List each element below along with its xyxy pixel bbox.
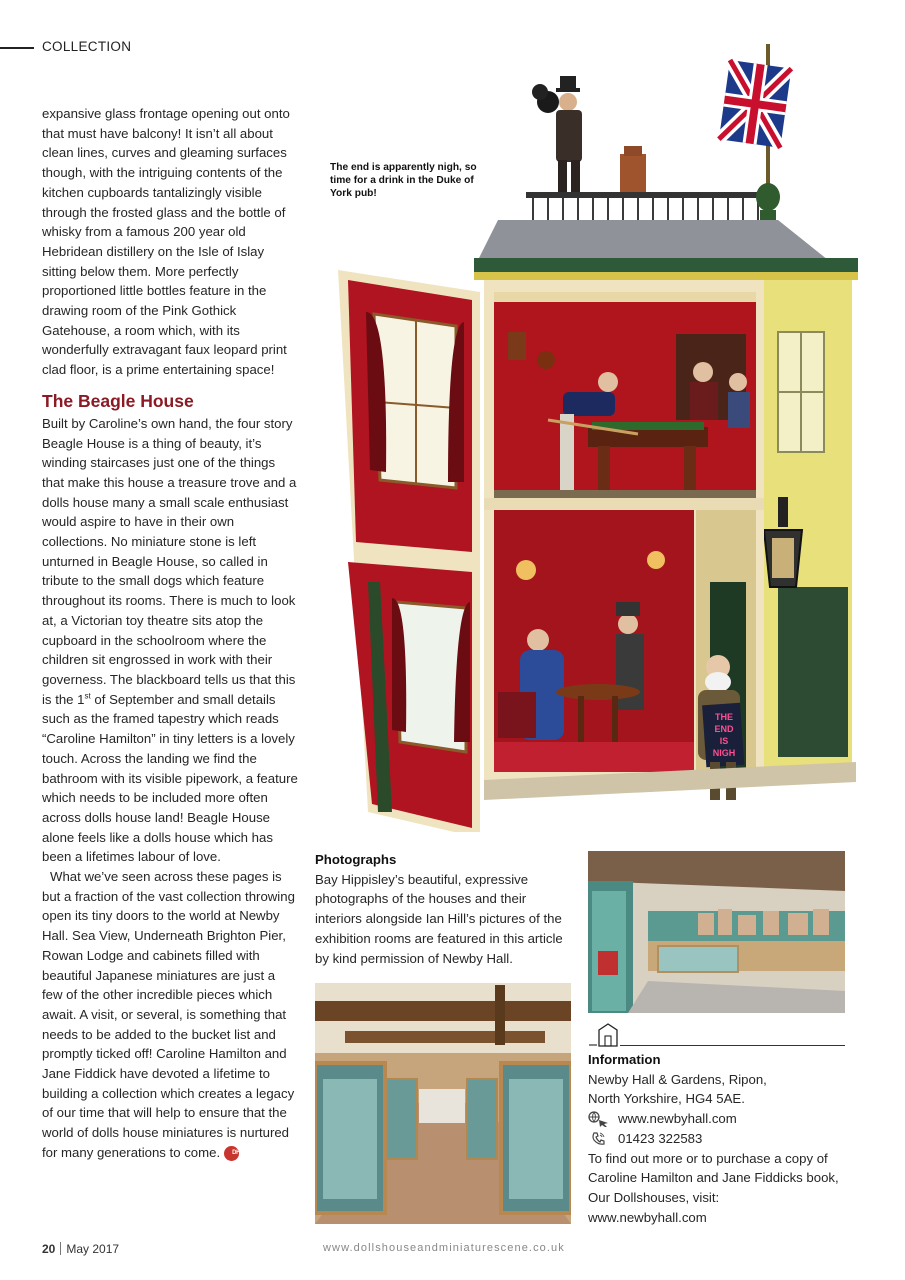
sign-line-1: THE bbox=[715, 712, 733, 722]
more-info-text: To find out more or to purchase a copy of Caroline Hamilton and Jane Fiddicks book, Our Dollshouses, visit: bbox=[588, 1150, 839, 1205]
union-flag bbox=[719, 60, 792, 148]
footer-separator bbox=[60, 1242, 61, 1255]
article-beagle-paragraph bbox=[42, 414, 298, 867]
end-mark-badge: DH MS bbox=[224, 1146, 239, 1161]
photographs-heading: Photographs bbox=[315, 852, 397, 867]
beagle-superscript: st bbox=[84, 691, 91, 701]
footer-website[interactable]: www.dollshouseandminiaturescene.co.uk bbox=[323, 1242, 565, 1254]
issue-date: May 2017 bbox=[66, 1242, 120, 1256]
more-info-link[interactable]: www.newbyhall.com bbox=[588, 1209, 707, 1225]
article-left-column bbox=[42, 104, 298, 1171]
main-photo-caption: The end is apparently nigh, so time for a drink in the Duke of York pub! bbox=[330, 162, 477, 199]
information-block bbox=[588, 1050, 850, 1227]
address-line-2: North Yorkshire, HG4 5AE. bbox=[588, 1091, 745, 1107]
sign-line-4: NIGH bbox=[712, 748, 736, 758]
house-icon bbox=[589, 1022, 619, 1048]
photographs-credit bbox=[315, 850, 575, 968]
phone-number: 01423 322583 bbox=[618, 1130, 703, 1146]
exhibition-room-photo bbox=[588, 851, 845, 1013]
website-link[interactable]: www.newbyhall.com bbox=[618, 1111, 737, 1127]
phone-row bbox=[588, 1129, 850, 1149]
page-number: 20 bbox=[42, 1242, 56, 1256]
website-row bbox=[588, 1109, 850, 1129]
information-heading: Information bbox=[588, 1052, 661, 1067]
article-intro: expansive glass frontage opening out onto that must have balcony! It isn’t all about clean lines, curves and gleaming surfaces though, with the intriguing contents of the kitchen cupboards tantalizingly visible through the frosted glass and the bottle of whisky from a famous 200 year old Hebridean distillery on the Isle of Islay sitting below them. More perfectly proportioned little bottles feature in the drawing room of the Pink Gothick Gatehouse, a room which, with its wonderfully extravagant faux leopard print clad floor, is a prime entertaining space! bbox=[42, 106, 290, 378]
beagle-text-b: of September and small details such as the framed tapestry which reads “Caroline Hamilton” in tiny letters is a lovely touch. Across the landing we find the bathroom with its visible pipework, a feature which needs to be included more often across dolls house land! Beagle House alone feels like a dolls house which has been a lifetimes labour of love. bbox=[42, 691, 298, 865]
header-rule bbox=[0, 47, 34, 49]
exhibition-corridor-photo bbox=[315, 983, 571, 1224]
sign-line-3: IS bbox=[719, 736, 729, 746]
footer-page-info bbox=[42, 1242, 119, 1256]
sign-line-2: END bbox=[714, 724, 734, 734]
info-rule bbox=[620, 1045, 845, 1046]
address-line-1: Newby Hall & Gardens, Ripon, bbox=[588, 1071, 767, 1087]
photographs-text: Bay Hippisley’s beautiful, expressive photographs of the houses and their interiors alongside Ian Hill’s pictures of the exhibition rooms are featured in this article by kind permission of Newby Hall. bbox=[315, 871, 563, 966]
article-closing-paragraph bbox=[42, 867, 298, 1171]
web-mouse-icon bbox=[588, 1111, 610, 1127]
closing-text: What we’ve seen across these pages is but a fraction of the vast collection throwing open its tiny doors to the world at Newby Hall. Sea View, Underneath Brighton Pier, Rowan Lodge and cabinets filled with beautiful Japanese miniatures are just a few of the other incredible pieces which await. A visit, or several, is something that needs to be added to the bucket list and promptly ticked off! Caroline Hamilton and Jane Fiddick have devoted a lifetime to building a collection which creates a legacy of our time that will help to ensure that the world of dolls house miniatures is nurtured for many generations to come. bbox=[42, 869, 295, 1160]
beagle-text-a: Built by Caroline’s own hand, the four story Beagle House is a thing of beauty, it’s winding staircases just one of the things that make this house a treasure trove and a dolls house many a small scale enthusiast would aspire to have in their own collections. No miniature stone is left unturned in Beagle House, so called in tribute to the small dogs which feature throughout its rooms. There is much to look at, a Victorian toy theatre sits atop the cupboard in the schoolroom where the children sit engrossed in work with their governess. The blackboard tells us that this is the 1 bbox=[42, 415, 297, 707]
section-label: COLLECTION bbox=[42, 39, 132, 54]
subheading-beagle-house: The Beagle House bbox=[42, 390, 194, 411]
phone-icon bbox=[588, 1131, 610, 1147]
chimney-sweep-figure bbox=[532, 76, 582, 196]
